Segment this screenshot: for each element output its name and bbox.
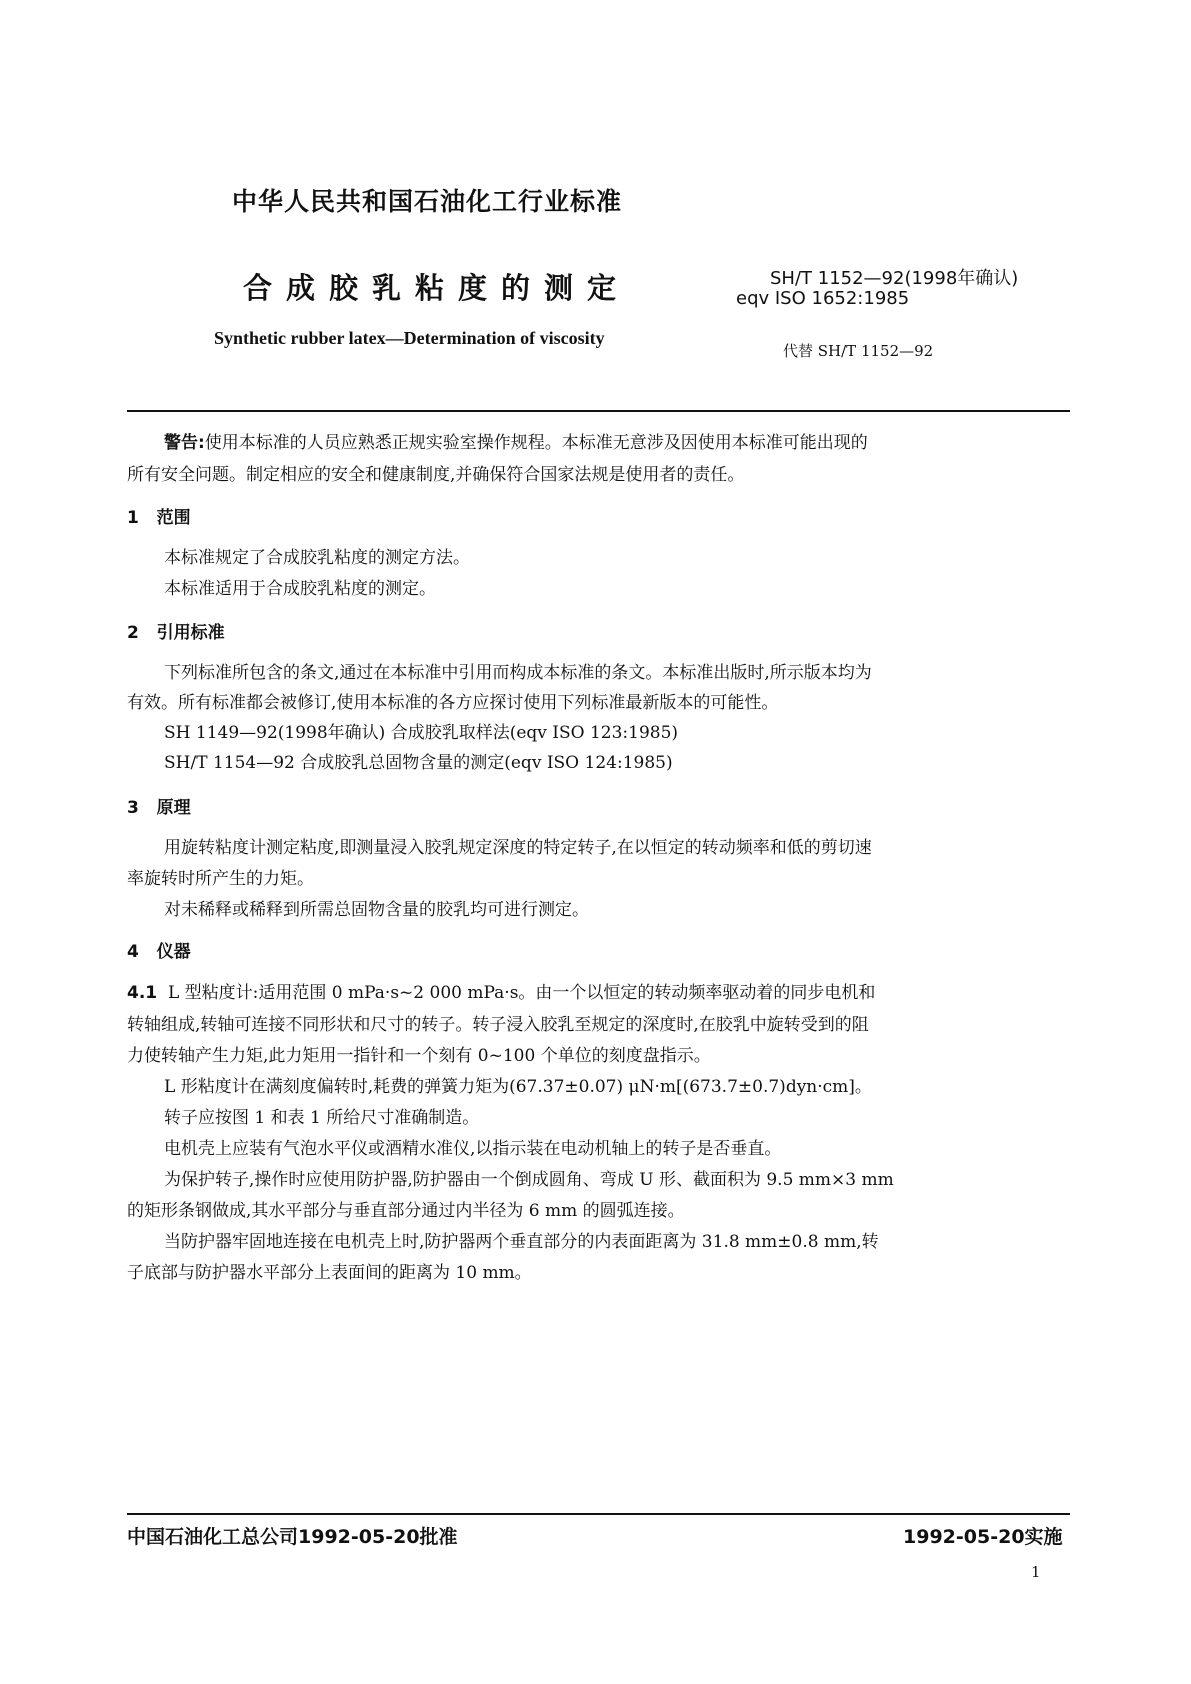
section-3-number: 3 bbox=[127, 798, 139, 818]
english-title: Synthetic rubber latex—Determination of viscosity bbox=[214, 328, 605, 348]
effective-date: 1992-05-20实施 bbox=[903, 1526, 1063, 1548]
section-2-title: 引用标准 bbox=[156, 623, 225, 643]
warning-line-2: 所有安全问题。制定相应的安全和健康制度,并确保符合国家法规是使用者的责任。 bbox=[127, 465, 745, 485]
standard-number: SH/T 1152—92(1998年确认) bbox=[770, 268, 1019, 289]
section-1-line-1: 本标准规定了合成胶乳粘度的测定方法。 bbox=[164, 548, 470, 568]
section-4-1-line-6: 电机壳上应装有气泡水平仪或酒精水准仪,以指示装在电动机轴上的转子是否垂直。 bbox=[164, 1139, 782, 1159]
section-3-title: 原理 bbox=[156, 798, 191, 818]
warning-line-1 bbox=[164, 428, 868, 453]
section-4-1-line-9: 当防护器牢固地连接在电机壳上时,防护器两个垂直部分的内表面距离为 31.8 mm±0.8 mm,转 bbox=[164, 1232, 879, 1252]
section-4-1-line-3: 力使转轴产生力矩,此力矩用一指针和一个刻有 0~100 个单位的刻度盘指示。 bbox=[127, 1046, 711, 1066]
section-2-number: 2 bbox=[127, 623, 139, 643]
page-number: 1 bbox=[1031, 1563, 1041, 1581]
section-4-number: 4 bbox=[127, 942, 139, 962]
section-1-heading bbox=[127, 503, 191, 528]
section-3-heading bbox=[127, 793, 191, 818]
section-4-1-line-2: 转轴组成,转轴可连接不同形状和尺寸的转子。转子浸入胶乳至规定的深度时,在胶乳中旋转受到的阻 bbox=[127, 1015, 869, 1035]
warning-text-1: 使用本标准的人员应熟悉正规实验室操作规程。本标准无意涉及因使用本标准可能出现的 bbox=[204, 433, 868, 453]
section-4-1-line-1 bbox=[127, 978, 875, 1003]
section-4-1-line-4: L 形粘度计在满刻度偏转时,耗费的弹簧力矩为(67.37±0.07) μN·m[(673.7±0.7)dyn·cm]。 bbox=[164, 1077, 872, 1097]
section-2-ref-1: SH 1149—92(1998年确认) 合成胶乳取样法(eqv ISO 123:1985) bbox=[164, 723, 679, 743]
section-2-line-1: 下列标准所包含的条文,通过在本标准中引用而构成本标准的条文。本标准出版时,所示版本均为 bbox=[164, 663, 872, 683]
document-title: 合成胶乳粘度的测定 bbox=[243, 271, 631, 305]
section-4-1-line-10: 子底部与防护器水平部分上表面间的距离为 10 mm。 bbox=[127, 1263, 532, 1283]
approval-note: 中国石油化工总公司1992-05-20批准 bbox=[127, 1526, 458, 1548]
section-4-1-line-5: 转子应按图 1 和表 1 所给尺寸准确制造。 bbox=[164, 1108, 480, 1128]
section-2-line-2: 有效。所有标准都会被修订,使用本标准的各方应探讨使用下列标准最新版本的可能性。 bbox=[127, 693, 779, 713]
section-4-1-line-7: 为保护转子,操作时应使用防护器,防护器由一个倒成圆角、弯成 U 形、截面积为 9.5 mm×3 mm bbox=[164, 1170, 894, 1190]
section-3-line-2: 率旋转时所产生的力矩。 bbox=[127, 869, 314, 889]
equivalent-standard: eqv ISO 1652:1985 bbox=[736, 288, 910, 309]
section-4-1-line-8: 的矩形条钢做成,其水平部分与垂直部分通过内半径为 6 mm 的圆弧连接。 bbox=[127, 1201, 685, 1221]
section-4-title: 仪器 bbox=[156, 942, 191, 962]
industry-standard-title: 中华人民共和国石油化工行业标准 bbox=[232, 187, 623, 216]
section-2-ref-2: SH/T 1154—92 合成胶乳总固物含量的测定(eqv ISO 124:1985) bbox=[164, 753, 673, 773]
section-3-line-1: 用旋转粘度计测定粘度,即测量浸入胶乳规定深度的特定转子,在以恒定的转动频率和低的剪切速 bbox=[164, 838, 872, 858]
header-divider bbox=[127, 410, 1070, 412]
section-1-title: 范围 bbox=[156, 508, 191, 528]
replaces-standard: 代替 SH/T 1152—92 bbox=[783, 342, 934, 360]
section-1-number: 1 bbox=[127, 508, 139, 528]
section-1-line-2: 本标准适用于合成胶乳粘度的测定。 bbox=[164, 579, 436, 599]
footer-divider bbox=[127, 1513, 1070, 1515]
section-4-heading bbox=[127, 937, 191, 962]
subsection-4-1-number: 4.1 bbox=[127, 983, 158, 1003]
section-4-1-text-1: L 型粘度计:适用范围 0 mPa·s~2 000 mPa·s。由一个以恒定的转动频率驱动着的同步电机和 bbox=[167, 983, 876, 1003]
warning-label: 警告: bbox=[164, 433, 205, 453]
section-2-heading bbox=[127, 618, 225, 643]
section-3-line-3: 对未稀释或稀释到所需总固物含量的胶乳均可进行测定。 bbox=[164, 900, 589, 920]
